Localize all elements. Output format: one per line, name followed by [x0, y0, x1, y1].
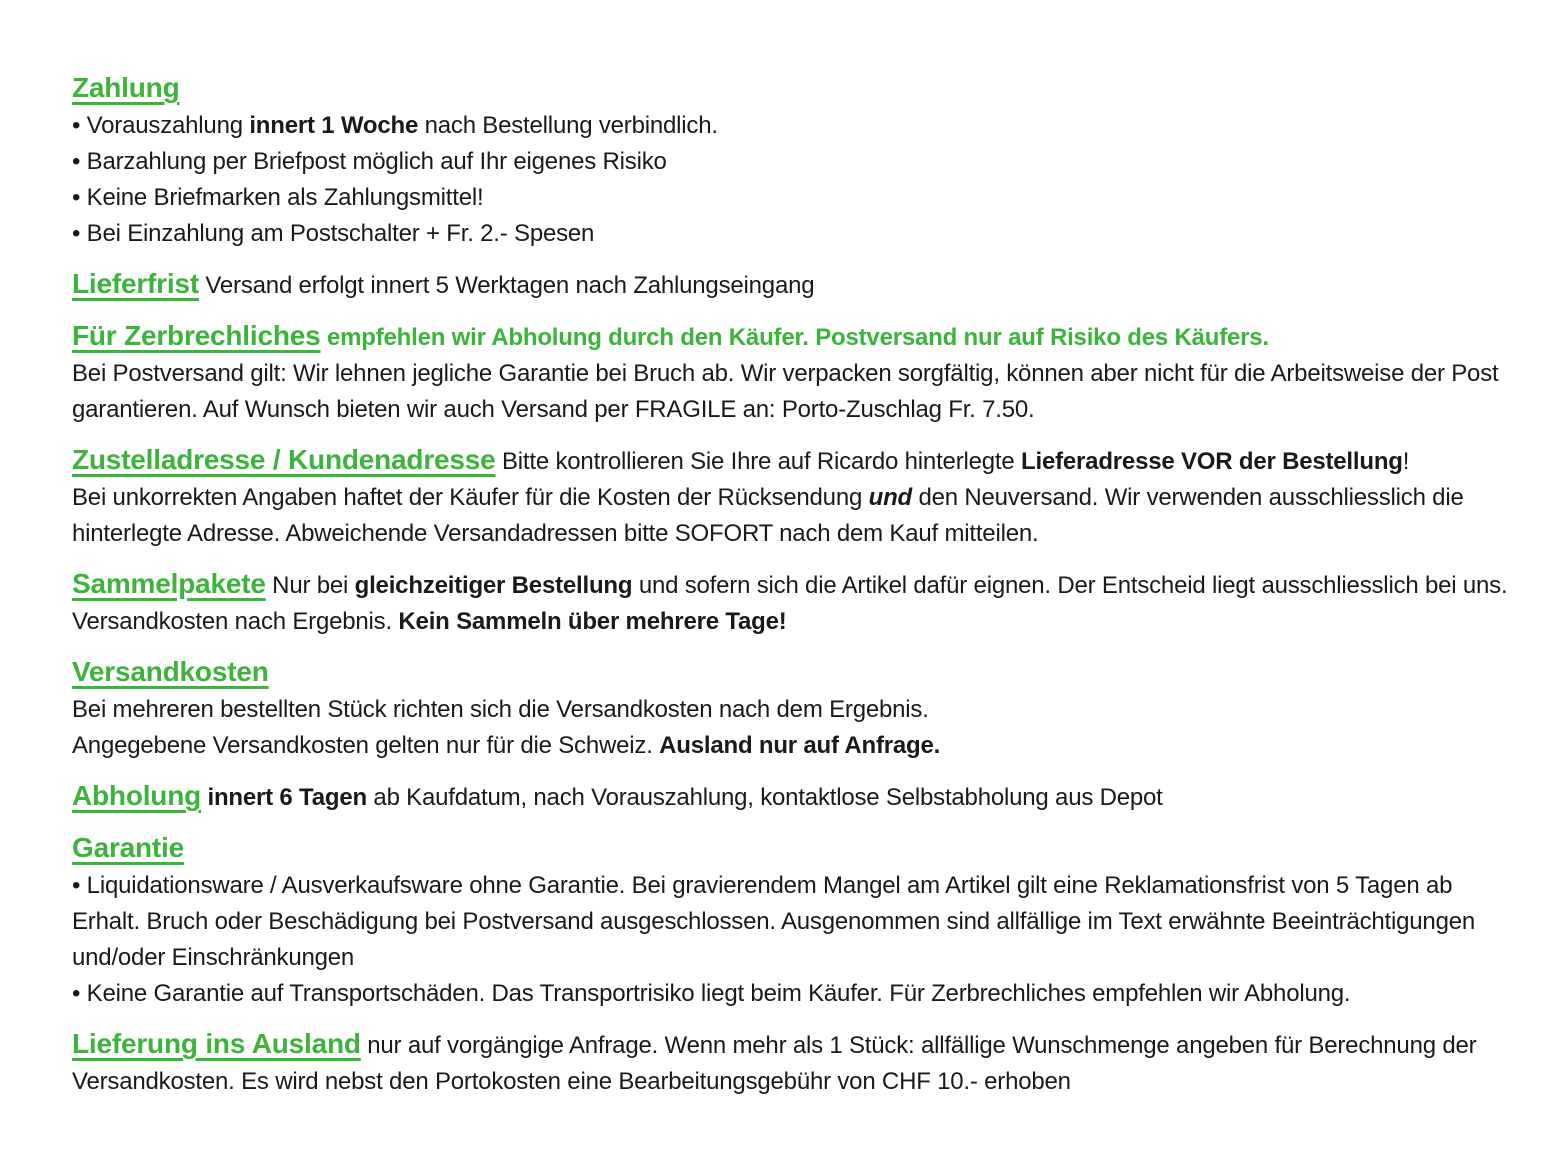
text-run: !: [1402, 448, 1410, 475]
paragraph: [72, 70, 1514, 108]
paragraph: [72, 108, 1514, 144]
section-heading: Versandkosten: [72, 656, 269, 687]
text-run: Ausland nur auf Anfrage.: [659, 732, 941, 759]
section-heading: Lieferfrist: [72, 268, 199, 299]
text-run: ab Kaufdatum, nach Vorauszahlung, kontaktlose Selbstabholung aus Depot: [366, 784, 1163, 811]
paragraph: [72, 318, 1514, 356]
section-heading: Zustelladresse / Kundenadresse: [72, 444, 496, 475]
text-run: • Keine Garantie auf Transportschäden. Das Transportrisiko liegt beim Käufer. Für Zerbrechliches empfehlen wir Abholung.: [72, 980, 1351, 1007]
text-run: • Liquidationsware / Ausverkaufsware ohne Garantie. Bei gravierendem Mangel am Artikel gilt eine Reklamationsfrist von 5 Tagen ab Erhalt. Bruch oder Beschädigung bei Postversand ausgeschlossen. Ausgenommen sind allfällige im Text erwähnte Beeinträchtigungen und/oder Einschränkungen: [72, 872, 1476, 971]
section-sammelpakete: [72, 566, 1514, 640]
paragraph: [72, 778, 1514, 816]
text-run: • Keine Briefmarken als Zahlungsmittel!: [72, 184, 484, 211]
paragraph: [72, 216, 1514, 252]
text-run: Angegebene Versandkosten gelten nur für die Schweiz.: [72, 732, 660, 759]
paragraph: [72, 1026, 1514, 1100]
paragraph: [72, 356, 1514, 428]
text-run: innert 1 Woche: [249, 112, 419, 139]
text-run: und sofern sich die Artikel dafür eignen. Der Entscheid liegt ausschliesslich bei uns. Versandkosten nach Ergebnis.: [72, 572, 1508, 635]
section-zerbrechliches: [72, 318, 1514, 428]
text-run: Bei unkorrekten Angaben haftet der Käufer für die Kosten der Rücksendung: [72, 484, 869, 511]
section-heading: Abholung: [72, 780, 202, 811]
section-heading: Lieferung ins Ausland: [72, 1028, 361, 1059]
paragraph: [72, 480, 1514, 552]
text-run: Kein Sammeln über mehrere Tage!: [398, 608, 787, 635]
text-run: den Neuversand. Wir verwenden ausschliesslich die hinterlegte Adresse. Abweichende Versandadressen bitte SOFORT nach dem Kauf mitteilen.: [72, 484, 1464, 547]
text-run: Lieferadresse VOR der Bestellung: [1021, 448, 1403, 475]
section-heading: Zahlung: [72, 72, 180, 103]
text-run: • Bei Einzahlung am Postschalter + Fr. 2.- Spesen: [72, 220, 595, 247]
text-run: Nur bei: [265, 572, 355, 599]
text-run: empfehlen wir Abholung durch den Käufer. Postversand nur auf Risiko des Käufers.: [320, 324, 1269, 351]
text-run: gleichzeitiger Bestellung: [354, 572, 633, 599]
section-lieferfrist: [72, 266, 1514, 304]
paragraph: [72, 728, 1514, 764]
paragraph: [72, 692, 1514, 728]
paragraph: [72, 976, 1514, 1012]
paragraph: [72, 144, 1514, 180]
text-run: und: [868, 484, 912, 511]
text-run: Bitte kontrollieren Sie Ihre auf Ricardo hinterlegte: [495, 448, 1022, 475]
paragraph: [72, 442, 1514, 480]
section-zustelladresse: [72, 442, 1514, 552]
paragraph: [72, 566, 1514, 640]
paragraph: [72, 830, 1514, 868]
section-versandkosten: [72, 654, 1514, 764]
text-run: • Vorauszahlung: [72, 112, 250, 139]
section-heading: Sammelpakete: [72, 568, 266, 599]
section-abholung: [72, 778, 1514, 816]
text-run: innert 6 Tagen: [201, 784, 367, 811]
text-run: nach Bestellung verbindlich.: [418, 112, 718, 139]
text-run: Bei Postversand gilt: Wir lehnen jegliche Garantie bei Bruch ab. Wir verpacken sorgfältig, können aber nicht für die Arbeitsweise der Post garantieren. Auf Wunsch bieten wir auch Versand per FRAGILE an: Porto-Zuschlag Fr. 7.50.: [72, 360, 1499, 423]
section-heading: Garantie: [72, 832, 184, 863]
section-heading: Für Zerbrechliches: [72, 320, 321, 351]
text-run: nur auf vorgängige Anfrage. Wenn mehr als 1 Stück: allfällige Wunschmenge angeben für Berechnung der Versandkosten. Es wird nebst den Portokosten eine Bearbeitungsgebühr von CHF 10.- erhoben: [72, 1032, 1477, 1095]
text-run: Bei mehreren bestellten Stück richten sich die Versandkosten nach dem Ergebnis.: [72, 696, 929, 723]
section-garantie: [72, 830, 1514, 1012]
section-zahlung: [72, 70, 1514, 252]
text-run: Versand erfolgt innert 5 Werktagen nach Zahlungseingang: [198, 272, 815, 299]
paragraph: [72, 180, 1514, 216]
paragraph: [72, 654, 1514, 692]
section-lieferung-ausland: [72, 1026, 1514, 1100]
paragraph: [72, 266, 1514, 304]
text-run: • Barzahlung per Briefpost möglich auf Ihr eigenes Risiko: [72, 148, 667, 175]
paragraph: [72, 868, 1514, 976]
